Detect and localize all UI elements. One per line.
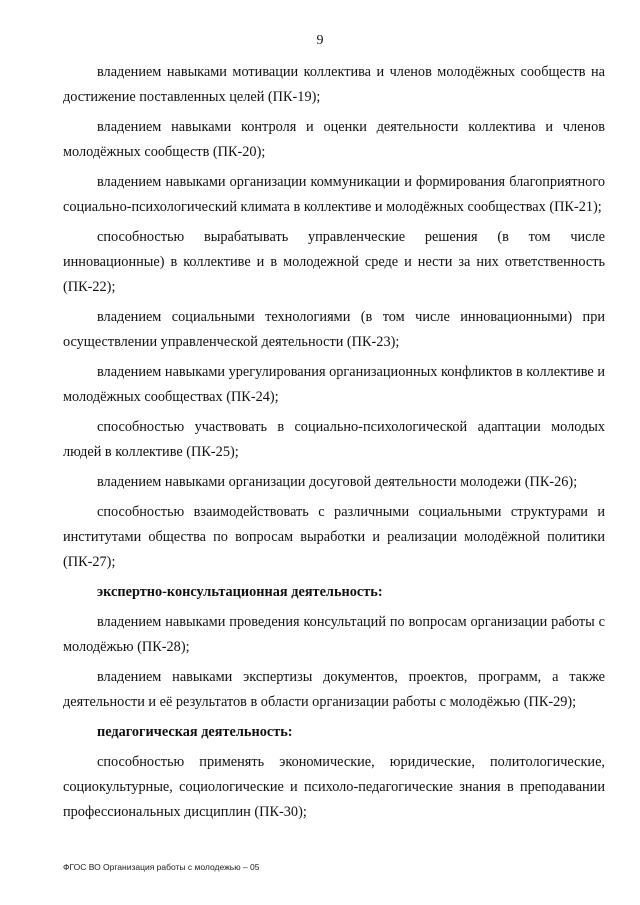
section-heading-pedagogical: педагогическая деятельность: (97, 724, 293, 740)
page-body (63, 60, 605, 830)
paragraph-pk-30: способностью применять экономические, юридические, политологические, социокультурные, социологические и психоло-педагогические знания в преподавании профессиональных дисциплин (ПК-30); (63, 754, 605, 820)
paragraph-pk-23: владением социальными технологиями (в том числе инновационными) при осуществлении управленческой деятельности (ПК-23); (63, 309, 605, 350)
paragraph-pk-25: способностью участвовать в социально-психологической адаптации молодых людей в коллективе (ПК-25); (63, 419, 605, 460)
paragraph-pk-21: владением навыками организации коммуникации и формирования благоприятного социально-психологический климата в коллективе и молодёжных сообществах (ПК-21); (63, 174, 605, 215)
paragraph-pk-28: владением навыками проведения консультаций по вопросам организации работы с молодёжью (ПК-28); (63, 614, 605, 655)
section-heading-expert-consulting: экспертно-консультационная деятельность: (97, 584, 383, 600)
paragraph-pk-27: способностью взаимодействовать с различными социальными структурами и институтами общества по вопросам выработки и реализации молодёжной политики (ПК-27); (63, 504, 605, 570)
page-number: 9 (316, 33, 324, 48)
paragraph-pk-19: владением навыками мотивации коллектива и членов молодёжных сообществ на достижение поставленных целей (ПК-19); (63, 64, 605, 105)
paragraph-pk-20: владением навыками контроля и оценки деятельности коллектива и членов молодёжных сообществ (ПК-20); (63, 119, 605, 160)
paragraph-pk-26: владением навыками организации досуговой деятельности молодежи (ПК-26); (97, 474, 578, 490)
footer-note: ФГОС ВО Организация работы с молодежью – 05 (63, 862, 260, 872)
paragraph-pk-29: владением навыками экспертизы документов, проектов, программ, а также деятельности и её результатов в области организации работы с молодёжью (ПК-29); (63, 669, 605, 710)
paragraph-pk-24: владением навыками урегулирования организационных конфликтов в коллективе и молодёжных сообществах (ПК-24); (63, 364, 605, 405)
paragraph-pk-22: способностью вырабатывать управленческие решения (в том числе инновационные) в коллективе и в молодежной среде и нести за них ответственность (ПК-22); (63, 229, 605, 295)
